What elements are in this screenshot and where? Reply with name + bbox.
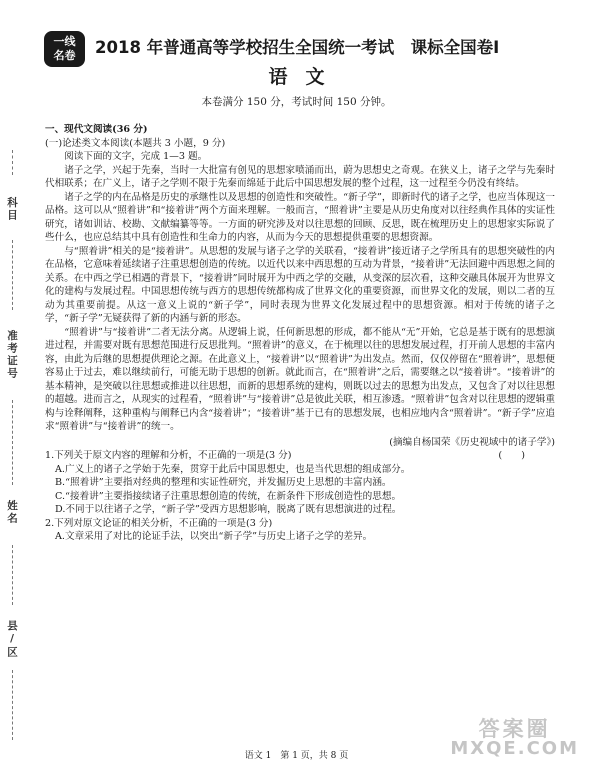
exam-content <box>45 123 555 544</box>
side-label-name: 姓名 <box>6 500 18 525</box>
side-label-exam-number: 准考证号 <box>6 330 18 380</box>
binding-line <box>12 150 13 175</box>
exam-info: 本卷满分 150 分，考试时间 150 分钟。 <box>201 96 392 108</box>
question-stem <box>45 449 555 463</box>
subject-title: 语文 <box>268 66 343 88</box>
page-footer: 语文 1 第 1 页，共 8 页 <box>244 751 349 761</box>
side-label-subject: 科目 <box>6 197 18 222</box>
article-paragraph: 诸子之学，兴起于先秦，当时一大批富有创见的思想家喷涌而出，蔚为思想史之奇观。在狭义上，诸子之学与先秦时代相联系；在广义上，诸子之学则不限于先秦而绵延于此后中国思想发展的整个过程，这一过程至今仍没有终结。 <box>45 164 555 189</box>
binding-line <box>12 545 13 605</box>
watermark-line2: MXQE.COM <box>450 738 579 759</box>
answer-blank[interactable]: ( ) <box>498 450 525 461</box>
article <box>45 164 555 450</box>
option-a: A.文章采用了对比的论证手法，以突出“新子学”与历史上诸子之学的差异。 <box>55 531 373 542</box>
question-2 <box>45 517 555 544</box>
article-paragraph: 诸子之学的内在品格是历史的承继性以及思想的创造性和突破性。“新子学”，即新时代的诸子之学，也应当体现这一品格。这可以从“照着讲”和“接着讲”两个方面来理解。一般而言，“照着讲”主要是从历史角度对以往经典作具体的实证性研究，诸如训诂、校勘、文献编纂等等。一方面的研究涉及对以往思想的回顾、反思，既在梳理历史上的思想家实际说了些什么，也应总结其中具有创造性和生命力的内容，从而为今天的思想提供重要的思想资源。 <box>45 191 555 243</box>
exam-title: 2018 年普通高等学校招生全国统一考试 课标全国卷Ⅰ <box>95 38 500 57</box>
binding-line <box>12 240 13 310</box>
reading-instruction: 阅读下面的文字，完成 1—3 题。 <box>64 151 208 162</box>
binding-line <box>12 400 13 485</box>
question-stem: 2.下列对原文论证的相关分析，不正确的一项是(3 分) <box>45 517 273 529</box>
option-b: B.“照着讲”主要指对经典的整理和实证性研究，并发掘历史上思想的丰富内涵。 <box>55 477 392 488</box>
option-d: D.不同于以往诸子之学，“新子学”受西方思想影响，脱离了既有思想演进的过程。 <box>55 504 402 515</box>
question-1 <box>45 449 555 517</box>
logo-line2: 名卷 <box>53 49 76 62</box>
side-label-county: 县/区 <box>6 620 18 659</box>
option-c: C.“接着讲”主要指接续诸子注重思想创造的传统，在新条件下形成创造性的思想。 <box>55 490 402 502</box>
section-title: 一、现代文阅读(36 分) <box>45 124 148 135</box>
logo-line1: 一线 <box>53 35 76 48</box>
article-source: (摘编自杨国荣《历史视域中的诸子学》) <box>389 436 555 448</box>
article-paragraph: “照着讲”与“接着讲”二者无法分离。从逻辑上说，任何新思想的形成，都不能从“无”开始，它总是基于既有的思想演进过程，并需要对既有思想范围进行反思批判。“照着讲”的意义，在于梳理以往的思想发展过程，打开前人思想的丰富内容，由此为后继的思想提供理论之源。在此意义上，“接着讲”以“照着讲”为出发点。然而，仅仅停留在“照着讲”，思想便容易止于过去，难以继续前行，可能无助于思想的创新。就此而言，在“照着讲”之后，需要继之以“接着讲”。“接着讲”的基本精神，是突破以往思想或推进以往思想，而新的思想系统的建构，则既以过去的思想为出发点，又包含了对以往思想的超越。进而言之，从现实的过程看，“照着讲”与“接着讲”总是彼此关联，相互渗透。“照着讲”包含对以往思想的逻辑重构与诠释阐释，这种重构与阐释已内含“接着讲”；“接着讲”基于已有的思想发展，也相应地内含“照着讲”。“新子学”应追求“照着讲”与“接着讲”的统一。 <box>45 326 555 432</box>
section-subtitle: (一)论述类文本阅读(本题共 3 小题，9 分) <box>45 137 226 149</box>
question-stem-text: 1.下列关于原文内容的理解和分析，不正确的一项是(3 分) <box>45 450 292 461</box>
article-paragraph: 与“照着讲”相关的是“接着讲”。从思想的发展与诸子之学的关联看，“接着讲”接近诸子之学所具有的思想突破性的内在品格，它意味着延续诸子注重思想创造的传统。以近代以来中西思想的互动为背景，“接着讲”无法回避中西思想之间的关系。在中西之学已相遇的背景下，“接着讲”同时展开为中西之学的交融，从变深的层次看，这种交融具体展开为世界文化的建构与发展过程。中国思想传统与西方的思想传统都构成了世界文化的重要资源，而世界文化的发展，则以二者的互动为其重要前提。从这一意义上说的“新子学”，同时表现为世界文化发展过程中的思想资源。相对于传统的诸子之学，“新子学”无疑获得了新的内涵与新的形态。 <box>45 245 555 324</box>
binding-line <box>12 670 13 740</box>
option-a: A.广义上的诸子之学始于先秦，贯穿于此后中国思想史，也是当代思想的组成部分。 <box>55 463 411 475</box>
watermark-line1: 答案圈 <box>478 717 551 741</box>
